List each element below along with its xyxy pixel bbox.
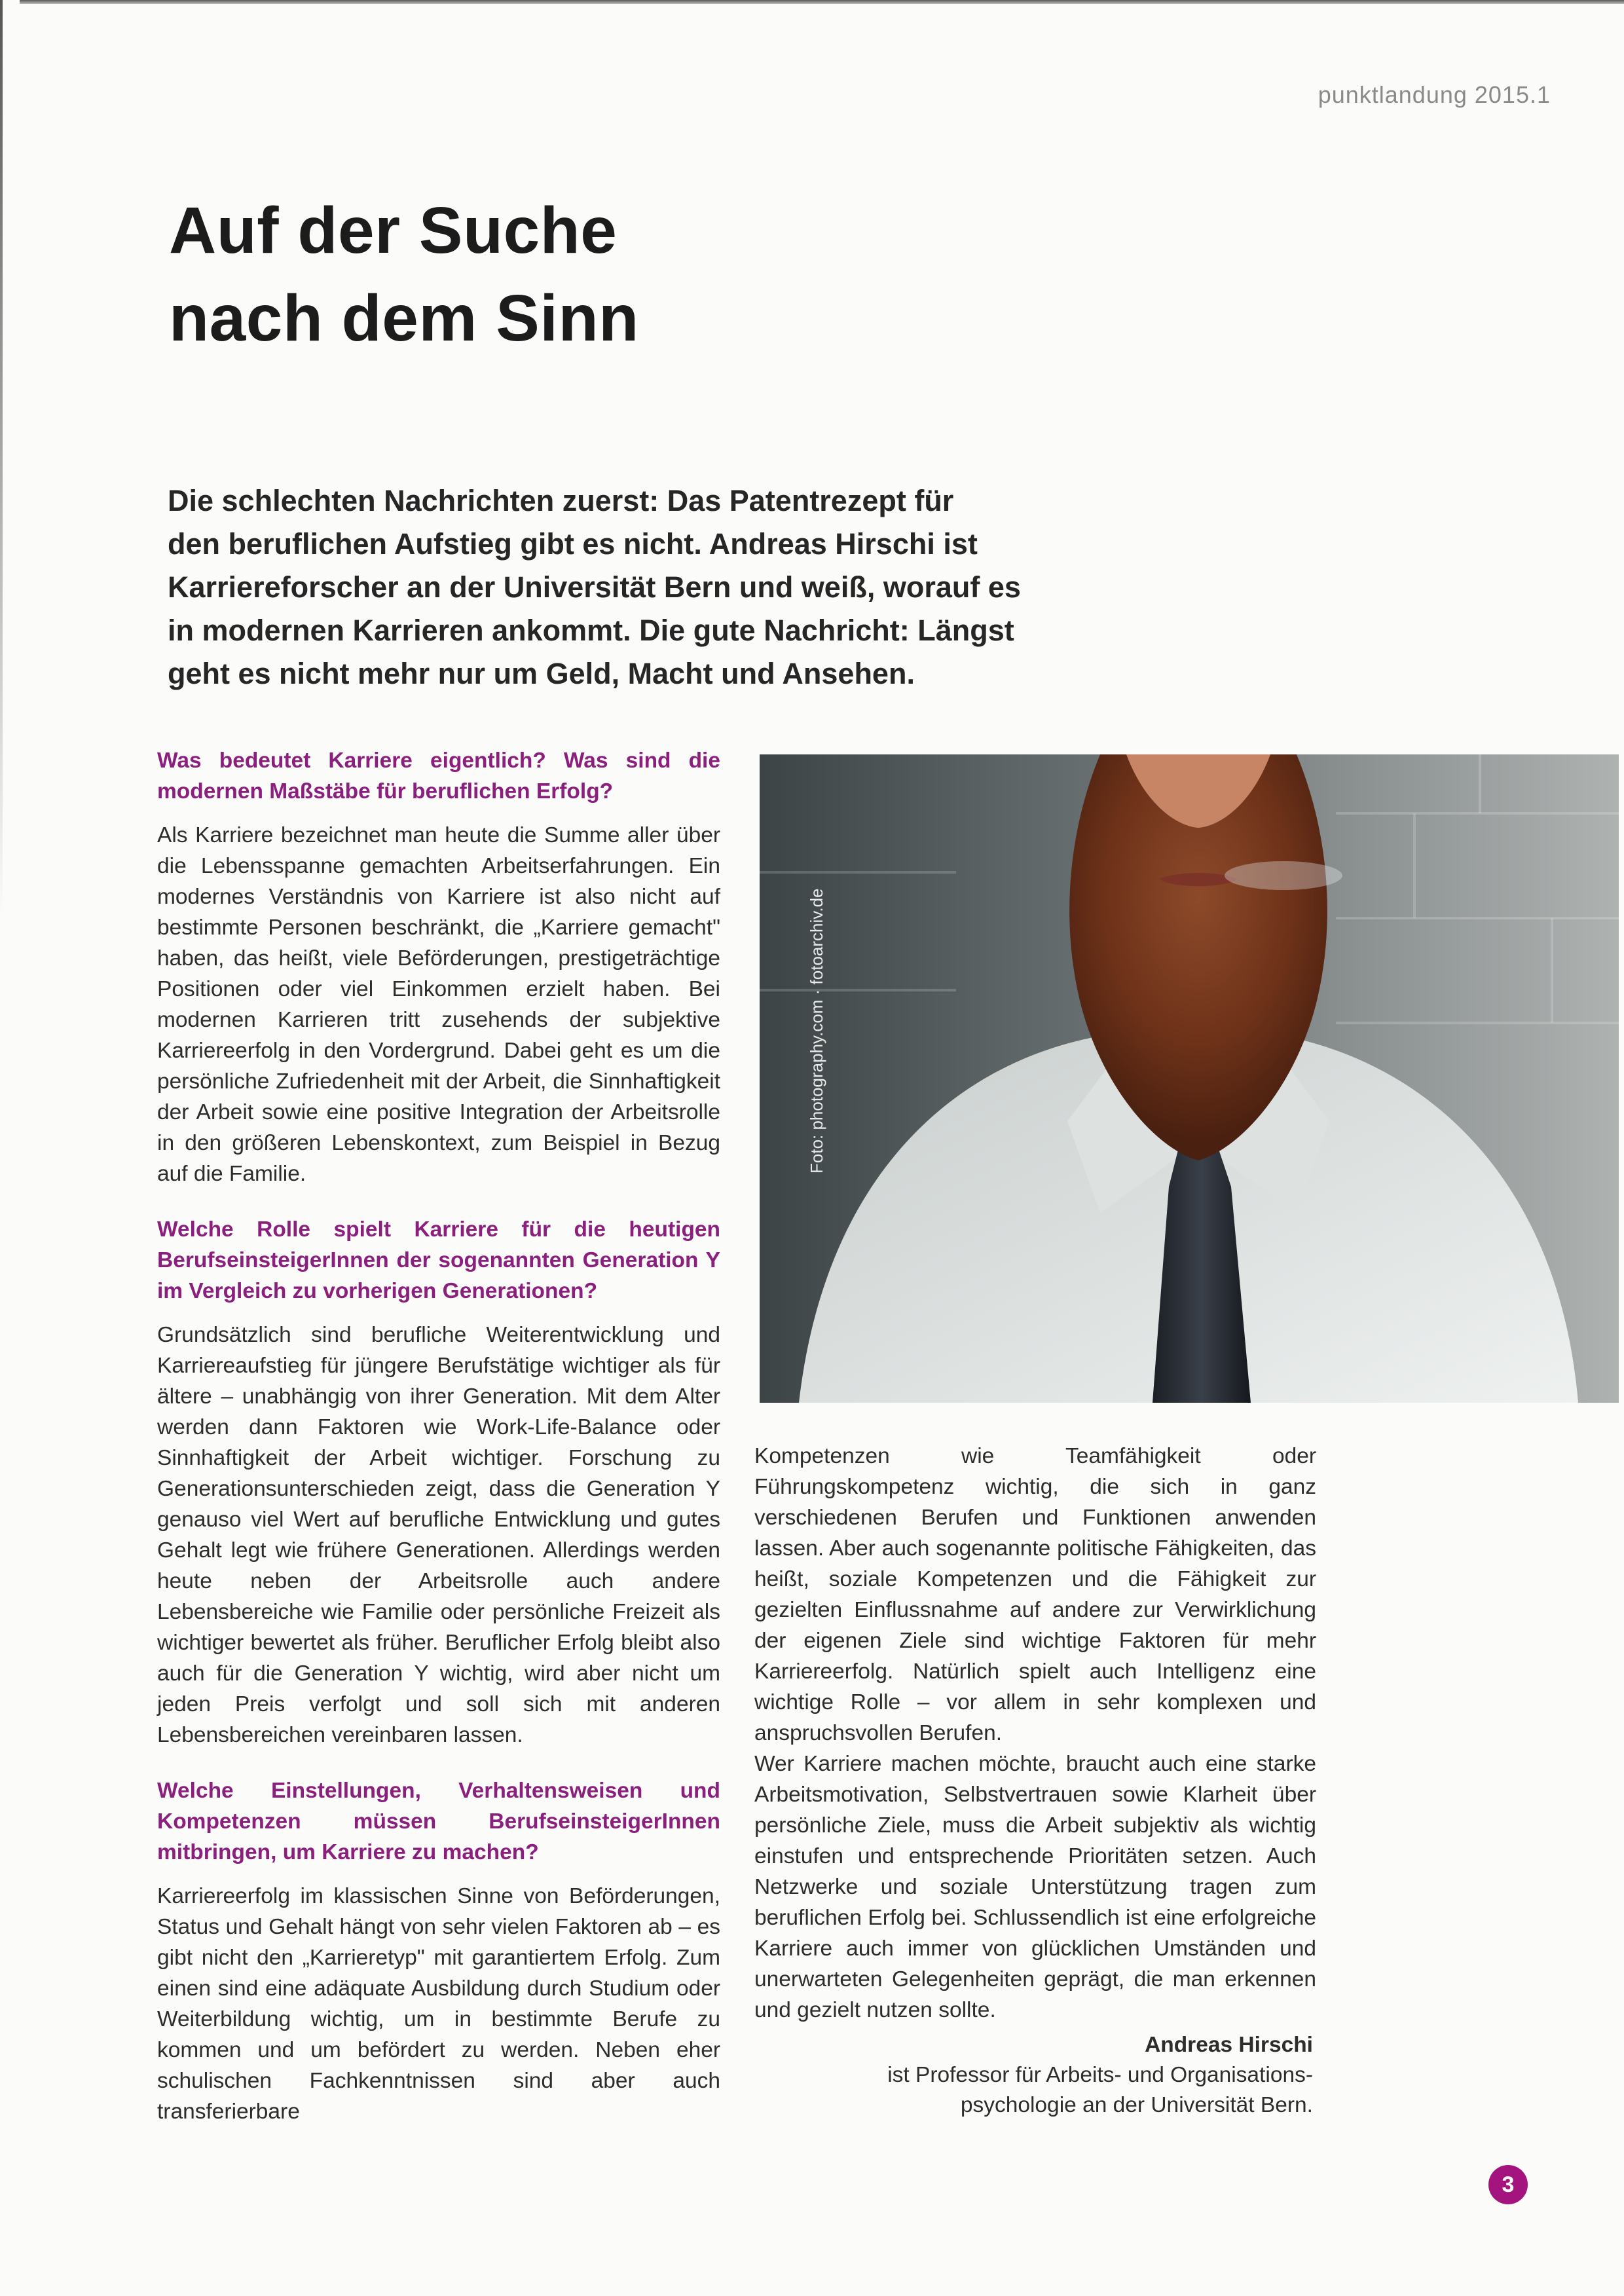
bearded-man-photo xyxy=(760,754,1619,1403)
running-head: punktlandung 2015.1 xyxy=(1318,81,1551,108)
question-heading: Welche Rolle spielt Karriere für die heutigen BerufseinsteigerInnen der sogenannten Generation Y im Vergleich zu vorherigen Generationen? xyxy=(157,1217,720,1303)
smoke-puff xyxy=(1225,861,1342,890)
right-paragraph: Wer Karriere machen möchte, braucht auch eine starke Arbeitsmotivation, Selbstvertrauen sowie Klarheit über persönliche Ziele, muss die Arbeit subjektiv als wichtig einstufen und entsprechende Prioritäten setzen. Auch Netzwerke und soziale Unterstützung tragen zum beruflichen Erfolg bei. Schlussendlich ist eine erfolgreiche Karriere auch immer von glücklichen Umständen und unerwarteten Gelegenheiten geprägt, die man erkennen und gezielt nutzen sollte. xyxy=(754,1752,1316,2022)
photo-illustration xyxy=(760,754,1619,1403)
question-heading: Was bedeutet Karriere eigentlich? Was sind die modernen Maßstäbe für beruflichen Erfolg? xyxy=(157,749,720,804)
answer-paragraph: Als Karriere bezeichnet man heute die Summe aller über die Lebensspanne gemachten Arbeitserfahrungen. Ein modernes Verständnis von Karriere ist also nicht auf bestimmte Personen beschränkt, die „Karriere gemacht" haben, das heißt, viele Beförderungen, prestigeträchtige Positionen oder viel Einkommen erzielt haben. Bei modernen Karrieren tritt zusehends der subjektive Karriereerfolg in den Vordergrund. Dabei geht es um die persönliche Zufriedenheit mit der Arbeit, die Sinnhaftigkeit der Arbeit sowie eine positive Integration der Arbeitsrolle in den größeren Lebenskontext, zum Beispiel in Bezug auf die Familie. xyxy=(157,823,720,1186)
author-box xyxy=(786,2030,1313,2120)
scan-edge-left xyxy=(0,0,3,917)
answer-paragraph: Grundsätzlich sind berufliche Weiterentwicklung und Karriereaufstieg für jüngere Berufstätige wichtiger als für ältere – unabhängig von ihrer Generation. Mit dem Alter werden dann Faktoren wie Work-Life-Balance oder Sinnhaftigkeit der Arbeit wichtiger. Forschung zu Generationsunterschieden zeigt, dass die Generation Y genauso viel Wert auf berufliche Entwicklung und gutes Gehalt legt wie frühere Generationen. Allerdings werden heute neben der Arbeitsrolle auch andere Lebensbereiche wie Familie oder persönliche Freizeit als wichtiger bewertet als früher. Beruflicher Erfolg bleibt also auch für die Generation Y wichtig, wird aber nicht um jeden Preis verfolgt und soll sich mit anderen Lebensbereichen vereinbaren lassen. xyxy=(157,1323,720,1747)
lead-line: Die schlechten Nachrichten zuerst: Das Patentrezept für xyxy=(168,484,954,517)
title-line-2: nach dem Sinn xyxy=(169,282,639,355)
right-paragraph: Kompetenzen wie Teamfähigkeit oder Führungskompetenz wichtig, die sich in ganz verschiedenen Berufen und Funktionen anwenden lassen. Aber auch sogenannte politische Fähigkeiten, das heißt, soziale Kompetenzen und die Fähigkeit zur gezielten Einflussnahme auf andere zur Verwirklichung der eigenen Ziele sind wichtige Faktoren für mehr Karriereerfolg. Natürlich spielt auch Intelligenz eine wichtige Rolle – vor allem in sehr komplexen und anspruchsvollen Berufen. xyxy=(754,1444,1316,1745)
lead-line: Karriereforscher an der Universität Bern und weiß, worauf es xyxy=(168,570,1021,604)
lead-line: in modernen Karrieren ankommt. Die gute Nachricht: Längst xyxy=(168,614,1014,647)
photo-credit: Foto: photography.com · fotoarchiv.de xyxy=(807,888,826,1174)
scan-edge-top xyxy=(20,0,1624,4)
question-heading: Welche Einstellungen, Verhaltensweisen und Kompetenzen müssen BerufseinsteigerInnen mitbringen, um Karriere zu machen? xyxy=(157,1779,720,1864)
lead-paragraph xyxy=(168,479,1021,695)
answer-paragraph: Karriereerfolg im klassischen Sinne von Beförderungen, Status und Gehalt hängt von sehr vielen Faktoren ab – es gibt nicht den „Karrieretyp" mit garantiertem Erfolg. Zum einen sind eine adäquate Ausbildung durch Studium oder Weiterbildung wichtig, um in bestimmte Berufe zu kommen und um befördert zu werden. Neben eher schulischen Fachkenntnissen sind aber auch transferierbare xyxy=(157,1884,720,2124)
page-number-badge: 3 xyxy=(1488,2165,1528,2204)
lead-line: den beruflichen Aufstieg gibt es nicht. Andreas Hirschi ist xyxy=(168,527,978,561)
lead-line: geht es nicht mehr nur um Geld, Macht und Ansehen. xyxy=(168,657,915,690)
article-title xyxy=(169,187,639,362)
title-line-1: Auf der Suche xyxy=(169,194,618,267)
left-column xyxy=(157,745,720,2127)
author-bio-line: ist Professor für Arbeits- und Organisations- xyxy=(887,2063,1313,2087)
author-name: Andreas Hirschi xyxy=(1145,2033,1313,2057)
right-column xyxy=(754,1441,1316,2050)
author-bio-line: psychologie an der Universität Bern. xyxy=(960,2093,1313,2117)
